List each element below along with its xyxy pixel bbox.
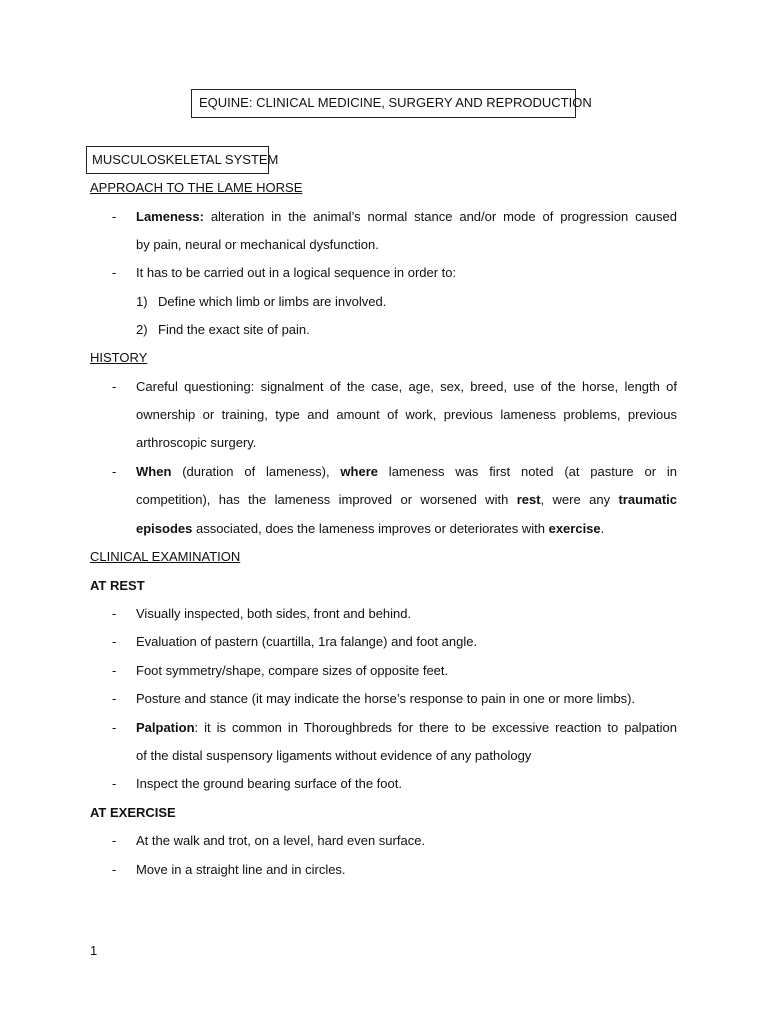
bullet-dash: - [112,464,117,479]
logical-sequence-text: It has to be carried out in a logical sequence in order to: [136,265,457,280]
list-item-find-site: Find the exact site of pain. [158,322,310,337]
history-when-line2: competition), has the lameness improved or worsened with rest, were any traumatic [136,492,677,507]
list-number: 1) [136,294,148,309]
section-title-box [86,146,279,174]
list-item: Evaluation of pastern (cuartilla, 1ra falange) and foot angle. [136,634,478,649]
when-term: When [136,464,172,479]
palpation-term: Palpation [136,720,195,735]
history-questioning-line3: arthroscopic surgery. [136,435,257,450]
document-title [191,89,592,118]
list-item: Inspect the ground bearing surface of the foot. [136,776,402,791]
episodes-term: episodes [136,521,193,536]
document-title-text: EQUINE: CLINICAL MEDICINE, SURGERY AND REPRODUCTION [199,95,592,110]
history-questioning-line1: Careful questioning: signalment of the case, age, sex, breed, use of the horse, length of [136,379,677,394]
lameness-definition-text: alteration in the animal’s normal stance and/or mode of progression caused [203,209,677,224]
lameness-definition-line2: by pain, neural or mechanical dysfunction. [136,237,379,252]
bullet-dash: - [112,720,117,735]
list-item: At the walk and trot, on a level, hard even surface. [136,833,426,848]
bullet-dash: - [112,663,117,678]
list-item: Move in a straight line and in circles. [136,862,346,877]
bullet-dash: - [112,833,117,848]
bullet-dash: - [112,379,117,394]
list-item: Foot symmetry/shape, compare sizes of opposite feet. [136,663,449,678]
approach-heading: APPROACH TO THE LAME HORSE [90,180,303,195]
list-item: Posture and stance (it may indicate the horse’s response to pain in one or more limbs). [136,691,636,706]
clinical-examination-heading: CLINICAL EXAMINATION [90,549,241,564]
history-heading: HISTORY [90,350,148,365]
at-exercise-heading: AT EXERCISE [90,805,176,820]
bullet-dash: - [112,776,117,791]
bullet-dash: - [112,862,117,877]
list-item-define-limb: Define which limb or limbs are involved. [158,294,387,309]
exercise-term: exercise [548,521,601,536]
bullet-dash: - [112,634,117,649]
history-when-line1: When (duration of lameness), where lameness was first noted (at pasture or in [136,464,677,479]
list-item: Visually inspected, both sides, front and behind. [136,606,412,621]
history-questioning-line2: ownership or training, type and amount of work, previous lameness problems, previous [136,407,677,422]
palpation-line2: of the distal suspensory ligaments without evidence of any pathology [136,748,532,763]
at-rest-heading: AT REST [90,578,145,593]
where-term: where [340,464,378,479]
history-when-line3: episodes associated, does the lameness improves or deteriorates with exercise. [136,521,605,536]
list-number: 2) [136,322,148,337]
lameness-definition-line1 [136,209,677,225]
lameness-term: Lameness: [136,209,204,224]
traumatic-term: traumatic [618,492,677,507]
rest-term: rest [516,492,541,507]
bullet-dash: - [112,606,117,621]
bullet-dash: - [112,265,117,280]
palpation-line1: Palpation: it is common in Thoroughbreds for there to be excessive reaction to palpation [136,720,677,735]
section-title-text: MUSCULOSKELETAL SYSTEM [92,152,279,167]
bullet-dash: - [112,691,117,706]
bullet-dash: - [112,209,117,224]
page-number: 1 [90,943,98,958]
